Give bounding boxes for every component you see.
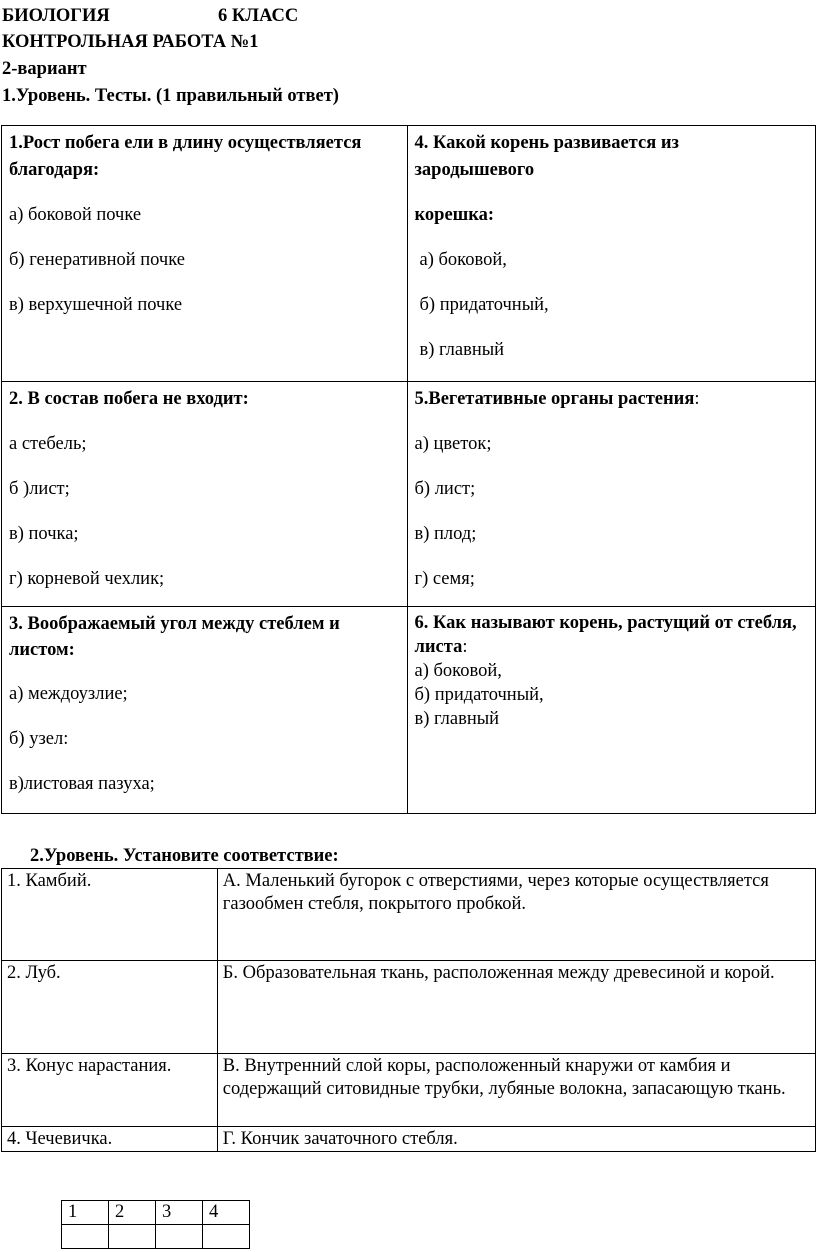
question-cell-3 <box>2 607 408 814</box>
table-row <box>2 961 816 1054</box>
answer-option: а) цветок; <box>414 434 492 454</box>
answer-option: а) междоузлие; <box>9 684 128 704</box>
level2-title: 2.Уровень. Установите соответствие: <box>30 846 339 866</box>
question-text: 2. В состав побега не входит: <box>9 389 249 409</box>
answer-grid <box>61 1200 250 1249</box>
answer-option: в)листовая пазуха; <box>9 774 155 794</box>
test-title: КОНТРОЛЬНАЯ РАБОТА №1 <box>2 32 259 52</box>
answer-option: г) семя; <box>414 569 475 589</box>
question-cell-4 <box>407 126 816 382</box>
definition-cell: В. Внутренний слой коры, расположенный кнаружи от камбия и содержащий ситовидные трубки, лубяные волокна, запасающую ткань. <box>217 1054 815 1127</box>
level1-title: 1.Уровень. Тесты. (1 правильный ответ) <box>2 86 339 106</box>
question-text-main: 6. Как называют корень, растущий от стебля, листа <box>414 613 797 657</box>
term-cell: 4. Чечевичка. <box>2 1127 218 1152</box>
subject: БИОЛОГИЯ <box>2 6 110 26</box>
answer-grid-cell[interactable] <box>156 1225 203 1249</box>
matching-table <box>1 868 816 1152</box>
grade: 6 КЛАСС <box>218 6 299 26</box>
answer-option: а) боковой, <box>419 250 507 270</box>
answer-option: г) корневой чехлик; <box>9 569 165 589</box>
answer-grid-cell[interactable] <box>109 1225 156 1249</box>
answer-grid-cell[interactable] <box>203 1225 250 1249</box>
table-row <box>2 382 816 607</box>
answer-option: а) боковой почке <box>9 205 142 225</box>
question-text <box>415 386 810 413</box>
definition-cell: Г. Кончик зачаточного стебля. <box>217 1127 815 1152</box>
question-text: корешка: <box>414 205 495 225</box>
question-text: 1.Рост побега ели в длину осуществляется благодаря: <box>9 133 362 180</box>
answer-option: б) придаточный, <box>419 295 549 315</box>
question-text-main: 5.Вегетативные органы растения <box>414 389 695 409</box>
answer-grid-input-row <box>62 1225 250 1249</box>
question-cell-5 <box>407 382 816 607</box>
table-row <box>2 126 816 382</box>
question-cell-6 <box>407 607 816 814</box>
question-cell-2 <box>2 382 408 607</box>
table-row <box>2 1054 816 1127</box>
answer-option: в) верхушечной почке <box>9 295 183 315</box>
answer-option: а) боковой, <box>414 661 502 681</box>
variant-label: 2-вариант <box>2 59 87 79</box>
question-text: 3. Воображаемый угол между стеблем и листом: <box>9 614 340 660</box>
question-text: зародышевого <box>414 160 535 180</box>
answer-grid-header: 3 <box>156 1201 203 1225</box>
answer-grid-header-row <box>62 1201 250 1225</box>
answer-option: а стебель; <box>9 434 87 454</box>
question-suffix: : <box>694 389 700 409</box>
answer-grid-header: 2 <box>109 1201 156 1225</box>
term-cell: 1. Камбий. <box>2 869 218 961</box>
question-cell-1 <box>2 126 408 382</box>
table-row <box>2 869 816 961</box>
term-cell: 3. Конус нарастания. <box>2 1054 218 1127</box>
answer-option: в) плод; <box>414 524 477 544</box>
answer-option: в) главный <box>414 709 500 729</box>
definition-cell: А. Маленький бугорок с отверстиями, через которые осуществляется газообмен стебля, покрытого пробкой. <box>217 869 815 961</box>
answer-option: б) лист; <box>414 479 476 499</box>
table-row <box>2 1127 816 1152</box>
answer-grid-header: 4 <box>203 1201 250 1225</box>
answer-option: в) главный <box>419 340 505 360</box>
question-suffix: : <box>462 637 468 657</box>
answer-option: б )лист; <box>9 479 70 499</box>
answer-option: б) узел: <box>9 729 69 749</box>
answer-option: б) генеративной почке <box>9 250 185 270</box>
test-table <box>1 125 816 814</box>
answer-option: в) почка; <box>9 524 79 544</box>
answer-grid-header: 1 <box>62 1201 109 1225</box>
term-cell: 2. Луб. <box>2 961 218 1054</box>
answer-grid-cell[interactable] <box>62 1225 109 1249</box>
question-text: 4. Какой корень развивается из <box>414 133 679 153</box>
answer-option: б) придаточный, <box>414 685 544 705</box>
definition-cell: Б. Образовательная ткань, расположенная между древесиной и корой. <box>217 961 815 1054</box>
subject-heading <box>2 4 299 28</box>
question-text <box>415 611 810 659</box>
table-row <box>2 607 816 814</box>
